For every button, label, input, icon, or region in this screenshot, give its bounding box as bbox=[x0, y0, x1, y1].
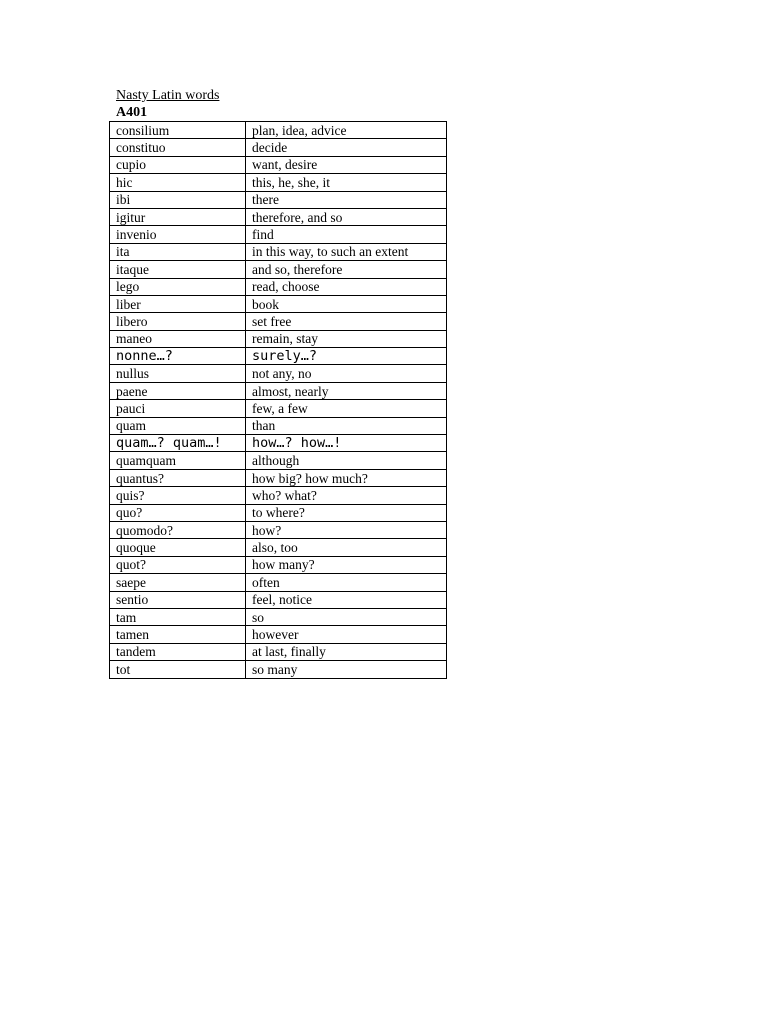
english-meaning-cell: find bbox=[246, 226, 447, 243]
english-meaning-cell: decide bbox=[246, 139, 447, 156]
latin-word-cell: tot bbox=[110, 661, 246, 678]
english-meaning-cell: remain, stay bbox=[246, 330, 447, 347]
table-row bbox=[110, 313, 447, 330]
table-row bbox=[110, 261, 447, 278]
table-row bbox=[110, 365, 447, 382]
table-row bbox=[110, 139, 447, 156]
english-meaning-cell: read, choose bbox=[246, 278, 447, 295]
english-meaning-cell: feel, notice bbox=[246, 591, 447, 608]
english-meaning-cell: at last, finally bbox=[246, 643, 447, 660]
table-row bbox=[110, 626, 447, 643]
table-row bbox=[110, 608, 447, 625]
english-meaning-cell: and so, therefore bbox=[246, 261, 447, 278]
table-row bbox=[110, 521, 447, 538]
latin-word-cell: liber bbox=[110, 295, 246, 312]
latin-word-cell: saepe bbox=[110, 574, 246, 591]
english-meaning-cell: how many? bbox=[246, 556, 447, 573]
latin-word-cell: nonne…? bbox=[110, 348, 246, 365]
english-meaning-cell: to where? bbox=[246, 504, 447, 521]
english-meaning-cell: plan, idea, advice bbox=[246, 122, 447, 139]
latin-word-cell: quot? bbox=[110, 556, 246, 573]
latin-word-cell: lego bbox=[110, 278, 246, 295]
english-meaning-cell: almost, nearly bbox=[246, 382, 447, 399]
english-meaning-cell: so bbox=[246, 608, 447, 625]
latin-word-cell: tamen bbox=[110, 626, 246, 643]
document-title: Nasty Latin words bbox=[116, 88, 220, 103]
table-row bbox=[110, 661, 447, 678]
latin-word-cell: quo? bbox=[110, 504, 246, 521]
latin-word-cell: quamquam bbox=[110, 452, 246, 469]
latin-word-cell: itaque bbox=[110, 261, 246, 278]
english-meaning-cell: how…? how…! bbox=[246, 435, 447, 452]
latin-word-cell: tam bbox=[110, 608, 246, 625]
english-meaning-cell: want, desire bbox=[246, 156, 447, 173]
english-meaning-cell: so many bbox=[246, 661, 447, 678]
table-row bbox=[110, 208, 447, 225]
table-row bbox=[110, 452, 447, 469]
table-row bbox=[110, 400, 447, 417]
table-row bbox=[110, 295, 447, 312]
latin-word-cell: quomodo? bbox=[110, 521, 246, 538]
english-meaning-cell: however bbox=[246, 626, 447, 643]
english-meaning-cell: in this way, to such an extent bbox=[246, 243, 447, 260]
english-meaning-cell: there bbox=[246, 191, 447, 208]
latin-word-cell: cupio bbox=[110, 156, 246, 173]
latin-word-cell: consilium bbox=[110, 122, 246, 139]
table-row bbox=[110, 487, 447, 504]
english-meaning-cell: set free bbox=[246, 313, 447, 330]
english-meaning-cell: than bbox=[246, 417, 447, 434]
latin-word-cell: libero bbox=[110, 313, 246, 330]
latin-word-cell: quis? bbox=[110, 487, 246, 504]
table-row bbox=[110, 574, 447, 591]
english-meaning-cell: also, too bbox=[246, 539, 447, 556]
latin-word-cell: pauci bbox=[110, 400, 246, 417]
latin-word-cell: constituo bbox=[110, 139, 246, 156]
table-row bbox=[110, 191, 447, 208]
table-row bbox=[110, 556, 447, 573]
table-row bbox=[110, 469, 447, 486]
latin-word-cell: paene bbox=[110, 382, 246, 399]
english-meaning-cell: few, a few bbox=[246, 400, 447, 417]
latin-word-cell: igitur bbox=[110, 208, 246, 225]
english-meaning-cell: therefore, and so bbox=[246, 208, 447, 225]
latin-word-cell: quoque bbox=[110, 539, 246, 556]
document-code: A401 bbox=[116, 105, 148, 120]
vocab-table bbox=[109, 121, 447, 679]
vocab-table-body bbox=[110, 122, 447, 679]
table-row bbox=[110, 382, 447, 399]
latin-word-cell: sentio bbox=[110, 591, 246, 608]
latin-word-cell: quam…? quam…! bbox=[110, 435, 246, 452]
latin-word-cell: maneo bbox=[110, 330, 246, 347]
latin-word-cell: quantus? bbox=[110, 469, 246, 486]
english-meaning-cell: not any, no bbox=[246, 365, 447, 382]
latin-word-cell: hic bbox=[110, 174, 246, 191]
english-meaning-cell: how? bbox=[246, 521, 447, 538]
table-row bbox=[110, 174, 447, 191]
english-meaning-cell: this, he, she, it bbox=[246, 174, 447, 191]
english-meaning-cell: although bbox=[246, 452, 447, 469]
english-meaning-cell: surely…? bbox=[246, 348, 447, 365]
table-row bbox=[110, 278, 447, 295]
table-row bbox=[110, 156, 447, 173]
table-row bbox=[110, 417, 447, 434]
table-row bbox=[110, 330, 447, 347]
english-meaning-cell: often bbox=[246, 574, 447, 591]
table-row bbox=[110, 643, 447, 660]
latin-word-cell: ita bbox=[110, 243, 246, 260]
table-row bbox=[110, 226, 447, 243]
english-meaning-cell: how big? how much? bbox=[246, 469, 447, 486]
table-row bbox=[110, 539, 447, 556]
latin-word-cell: tandem bbox=[110, 643, 246, 660]
english-meaning-cell: book bbox=[246, 295, 447, 312]
table-row bbox=[110, 122, 447, 139]
table-row bbox=[110, 504, 447, 521]
english-meaning-cell: who? what? bbox=[246, 487, 447, 504]
latin-word-cell: invenio bbox=[110, 226, 246, 243]
latin-word-cell: ibi bbox=[110, 191, 246, 208]
latin-word-cell: nullus bbox=[110, 365, 246, 382]
table-row bbox=[110, 243, 447, 260]
latin-word-cell: quam bbox=[110, 417, 246, 434]
table-row bbox=[110, 435, 447, 452]
table-row bbox=[110, 591, 447, 608]
table-row bbox=[110, 348, 447, 365]
